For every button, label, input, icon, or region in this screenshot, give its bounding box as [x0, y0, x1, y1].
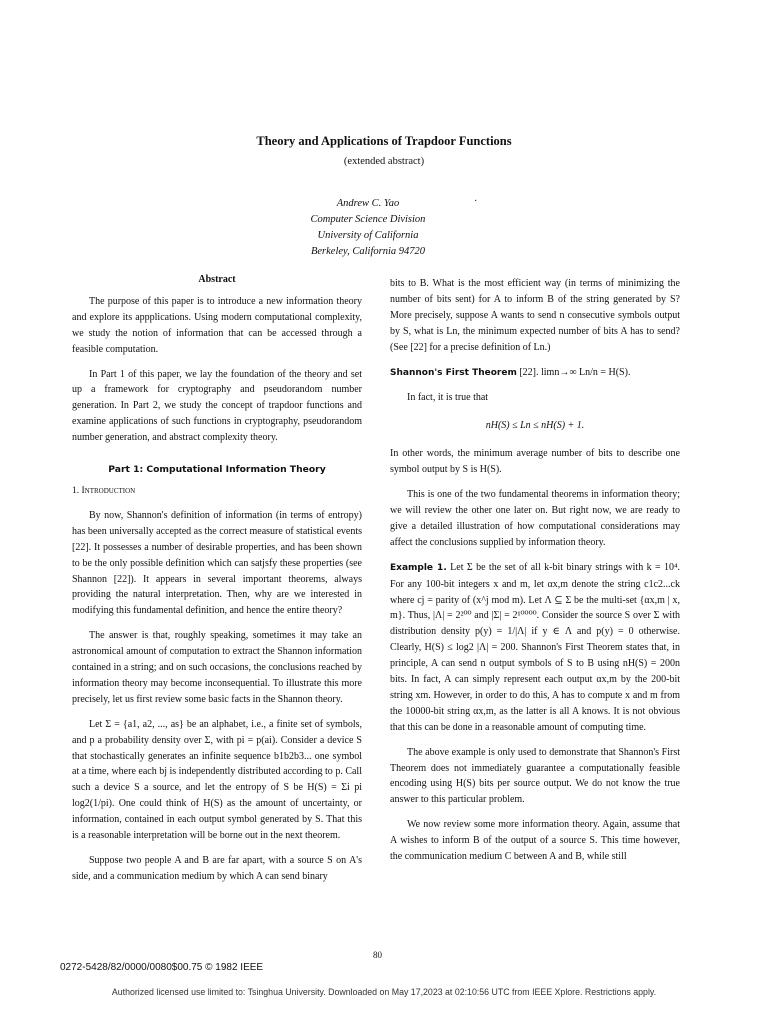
- right-paragraph-6: We now review some more information theory. Again, assume that A wishes to inform B of the output of a source S. This time however, the communication medium C between A and B, while still: [390, 819, 680, 863]
- author-footnote-mark: ·: [474, 196, 478, 207]
- paper-title: Theory and Applications of Trapdoor Functions: [256, 134, 512, 148]
- theorem: [390, 365, 680, 382]
- right-paragraph-4: This is one of the two fundamental theorems in information theory; we will review the other one later on. But right now, we are ready to give a detailed illustration of how computational considerations may affect the conclusions supplied by information theory.: [390, 489, 680, 548]
- intro-paragraph-2: The answer is that, roughly speaking, sometimes it may take an astronomical amount of computation to extract the Shannon information contained in a string; and on such occasions, the conclusions reached by information theory may become inconsequential. To illustrate this more precisely, let us first review some basic facts in the Shannon theory.: [72, 630, 362, 705]
- section-title: Introduction: [81, 485, 136, 496]
- author-name: Andrew C. Yao: [336, 198, 400, 209]
- abstract-paragraph-2: In Part 1 of this paper, we lay the foundation of the theory and set up a framework for cryptography and pseudorandom number generation. In Part 2, we study the concept of trapdoor functions and examine applications of such functions in cryptography, pseudorandom number generation, and abstract complexity theory.: [72, 368, 362, 444]
- display-equation: nH(S) ≤ Ln ≤ nH(S) + 1.: [485, 420, 585, 432]
- intro-paragraph-4: Suppose two people A and B are far apart, with a source S on A's side, and a communication medium by which A can send binary: [72, 855, 362, 882]
- right-column: [390, 276, 680, 874]
- theorem-label: Shannon's First Theorem: [390, 367, 517, 378]
- right-paragraph-1: bits to B. What is the most efficient way (in terms of minimizing the number of bits sent) for A to inform B of the string generated by S? More precisely, suppose A wants to send n consecutive symbols output by S, what is Ln, the minimum expected number of bits A has to send? (See [22] for a precise definition of Ln.): [390, 278, 680, 353]
- example-body: Let Σ be the set of all k-bit binary strings with k = 10⁴. For any 100-bit integers x and m, let αx,m denote the string c1c2...ck where cj = parity of (x^j mod m). Let Λ ⊆ Σ be the multi-set {αx,m | x, m}. Thus, |Λ| = 2²⁰⁰ and |Σ| = 2¹⁰⁰⁰⁰. Consider the source S over Σ with distribution density p(y) = 1/|Λ| if y ∈ Λ and p(y) = 0 otherwise. Clearly, H(S) ≤ log2 |Λ| = 200. Shannon's First Theorem states that, in principle, A can send n output symbols of S to B using nH(S) = 200n bits. In fact, A can simply represent each output αx,m by the 200-bit string xm. However, in order to do this, A has to compute x and m from the 10000-bit string αx,m, as the latter is all A knows. It is not obvious that this can be done in a reasonable amount of computing time.: [390, 561, 681, 733]
- license-notice: Authorized licensed use limited to: Tsinghua University. Downloaded on May 17,2023 at 02:10:56 UTC from IEEE Xplore. Restrictions apply.: [111, 987, 657, 997]
- right-paragraph-3: In other words, the minimum average number of bits to describe one symbol output by S is H(S).: [390, 448, 680, 476]
- intro-paragraph-1: By now, Shannon's definition of information (in terms of entropy) has been universally accepted as the correct measure of statistical events [22]. It possesses a number of desirable properties, and has been shown to be the only possible definition which can satjsfy these properties (see Shannon [22]). It appears in several important theorems, always providing the natural interpretation. Then, why are we interested in modifying this fundamental definition, and hence the entire theory?: [72, 509, 362, 617]
- part-heading: Part 1: Computational Information Theory: [108, 464, 326, 476]
- paper-subtitle: (extended abstract): [343, 156, 425, 167]
- example-label: Example 1.: [390, 562, 447, 573]
- copyright-line: 0272-5428/82/0000/0080$00.75 © 1982 IEEE: [60, 962, 264, 973]
- affiliation-location: Berkeley, California 94720: [310, 246, 426, 257]
- section-number: 1.: [72, 485, 80, 496]
- page-number: 80: [373, 950, 382, 960]
- abstract-paragraph-1: The purpose of this paper is to introduce a new information theory and explore its appplications. Using modern computational complexity, we study the notion of information that can be accessed through a feasible computation.: [72, 295, 362, 355]
- affiliation-university: University of California: [317, 230, 419, 241]
- example: [390, 560, 680, 736]
- left-column: [72, 272, 362, 894]
- affiliation-division: Computer Science Division: [310, 214, 426, 225]
- right-paragraph-2: In fact, it is true that: [407, 392, 489, 404]
- theorem-statement: [22]. limn→∞ Ln/n = H(S).: [519, 366, 631, 378]
- author-block: [0, 196, 736, 260]
- abstract-heading: Abstract: [198, 274, 236, 285]
- section-heading: [72, 484, 362, 500]
- intro-paragraph-3: Let Σ = {a1, a2, ..., as} be an alphabet, i.e., a finite set of symbols, and p a probability density over Σ, with pi = p(ai). Consider a device S that stochastically generates an infinite sequence b1b2b3... one symbol at a time, where each bj is independently distributed according to p. Call such a device S a source, and let the entropy of S be H(S) = Σi pi log2(1/pi). One could think of H(S) as the amount of uncertainty, or information, contained in each output symbol generated by S. That this is a reasonable interpretation will be borne out in the next theorem.: [72, 718, 362, 842]
- right-paragraph-5: The above example is only used to demonstrate that Shannon's First Theorem does not immediately guarantee a computationally feasible encoding using H(S) bits per source output. We do not know the true answer to this particular problem.: [390, 746, 680, 806]
